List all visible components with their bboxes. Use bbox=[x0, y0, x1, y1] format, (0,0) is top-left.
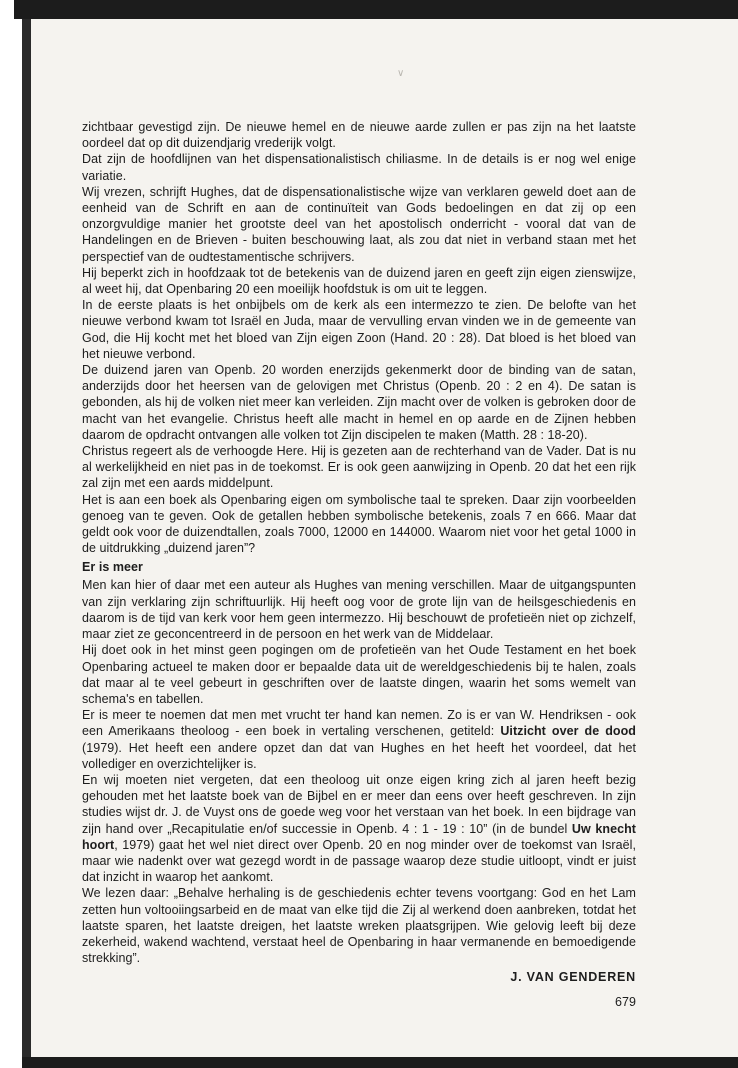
paragraph: We lezen daar: „Behalve herhaling is de geschiedenis echter tevens voortgang: God en het Lam zetten hun voltooiingsarbeid en de maat van elke tijd die Zij al werkend doen aanbreken, totdat het laatste sparen, het laatste dreigen, het laatste wreken plaatsgrijpen. Wie gelovig leeft bij deze zekerheid, wakend wachtend, verstaat heel de Openbaring in haar vermanende en bemoedigende strekking”. bbox=[82, 886, 636, 966]
paragraph: In de eerste plaats is het onbijbels om de kerk als een intermezzo te zien. De belofte van het nieuwe verbond kwam tot Israël en Juda, maar de vervulling ervan vinden we in de gemeente van God, die Hij kocht met het bloed van Zijn eigen Zoon (Hand. 20 : 28). Dat bloed is het bloed van het nieuwe verbond. bbox=[82, 298, 636, 361]
paragraph bbox=[82, 707, 636, 772]
paragraph: De duizend jaren van Openb. 20 worden enerzijds gekenmerkt door de binding van de satan, anderzijds door het heersen van de gelovigen met Christus (Openb. 20 : 2 en 4). De satan is gebonden, als hij de volken niet meer kan verleiden. Zijn macht over de volken is gebroken door de macht van het evangelie. Christus heeft alle macht in hemel en op aarde en de Zijnen hebben daarom de opdracht ontvangen alle volken tot Zijn discipelen te maken (Matth. 28 : 18-20). bbox=[82, 363, 636, 442]
paragraph: Christus regeert als de verhoogde Here. Hij is gezeten aan de rechterhand van de Vader. Dat is nu al werkelijkheid en niet pas in de toekomst. Er is ook geen aanwijzing in Openb. 20 dat het een rijk zal zijn met een aards middelpunt. bbox=[82, 444, 636, 491]
page-number: 679 bbox=[614, 995, 636, 1010]
paragraph-text: , 1979) gaat het wel niet direct over Openb. 20 en nog minder over de toekomst van Israël, maar wie nadenkt over wat gezegd wordt in de passage waarop deze studie uitloopt, vindt er juist dat inzicht in waarop het aankomt. bbox=[82, 837, 636, 885]
paragraph-text: En wij moeten niet vergeten, dat een theoloog uit onze eigen kring zich al jaren heeft bezig gehouden met het laatste boek van de Bijbel en er meer dan eens over heeft geschreven. In zijn studies wijst dr. J. de Vuyst ons de goede weg voor het verstaan van het boek. In een bijdrage van zijn hand over „Recapitulatie en/of successie in Openb. 4 : 1 - 19 : 10” (in de bundel bbox=[82, 772, 636, 836]
paragraph: Men kan hier of daar met een auteur als Hughes van mening verschillen. Maar de uitgangspunten van zijn verklaring zijn schriftuurlijk. Hij heeft oog voor de grote lijn van de heilsgeschiedenis en daarom is de tijd van kerk voor hem geen intermezzo. Hij beschouwt de profetieën niet op zichzelf, maar ziet ze geconcentreerd in de persoon en het werk van de Middelaar. bbox=[82, 578, 636, 642]
paragraph: Wij vrezen, schrijft Hughes, dat de dispensationalistische wijze van verklaren geweld doet aan de eenheid van de Schrift en aan de continuïteit van Gods bedoelingen en dat zij op een onzorgvuldige manier het grootste deel van het apostolisch onderricht - vooral dat van de Handelingen en de Brieven - buiten beschouwing laat, als zou dat niet in verband staan met het perspectief van de oudtestamentische schrijvers. bbox=[82, 184, 636, 264]
author-signature: J. VAN GENDEREN bbox=[510, 970, 636, 985]
section-heading: Er is meer bbox=[82, 560, 143, 575]
scan-border-bottom bbox=[22, 1057, 738, 1068]
paragraph: Hij beperkt zich in hoofdzaak tot de betekenis van de duizend jaren en geeft zijn eigen zienswijze, al weet hij, dat Openbaring 20 een moeilijk hoofdstuk is om uit te leggen. bbox=[82, 265, 636, 297]
book-title: Uw knecht hoort bbox=[82, 821, 636, 852]
paragraph-text: Er is meer te noemen dat men met vrucht ter hand kan nemen. Zo is er van W. Hendriksen - ook een Amerikaans theoloog - een boek in vertaling verschenen, getiteld: bbox=[82, 708, 636, 739]
scan-mark-icon: ∨ bbox=[397, 68, 405, 79]
scan-border-top bbox=[14, 0, 738, 19]
paragraph: Hij doet ook in het minst geen pogingen om de profetieën van het Oude Testament en het boek Openbaring actueel te maken door er bepaalde data uit de wereldgeschiedenis bij te halen, zoals dat maar al te veel gebeurt in geschriften over de laatste dingen, waarin het soms wemelt van schema's en tabellen. bbox=[82, 643, 636, 706]
paragraph bbox=[82, 772, 636, 885]
article-body bbox=[82, 119, 636, 1010]
paragraph: zichtbaar gevestigd zijn. De nieuwe hemel en de nieuwe aarde zullen er pas zijn na het laatste oordeel dat op dit duizendjarig vrederijk volgt. bbox=[82, 120, 636, 151]
paragraph: Het is aan een boek als Openbaring eigen om symbolische taal te spreken. Daar zijn voorbeelden genoeg van te geven. Ook de getallen hebben symbolische betekenis, zoals 7 en 666. Maar dat geldt ook voor de duizendtallen, zoals 7000, 12000 en 144000. Waarom niet voor het getal 1000 in de uitdrukking „duizend jaren”? bbox=[82, 492, 636, 556]
scan-border-left bbox=[22, 19, 31, 1068]
paragraph: Dat zijn de hoofdlijnen van het dispensationalistisch chiliasme. In de details is er nog wel enige variatie. bbox=[82, 152, 636, 183]
book-title: Uitzicht over de dood bbox=[500, 724, 636, 739]
paragraph-text: (1979). Het heeft een andere opzet dan dat van Hughes en het heeft het voordeel, dat het vollediger en overzichtelijker is. bbox=[82, 740, 636, 771]
